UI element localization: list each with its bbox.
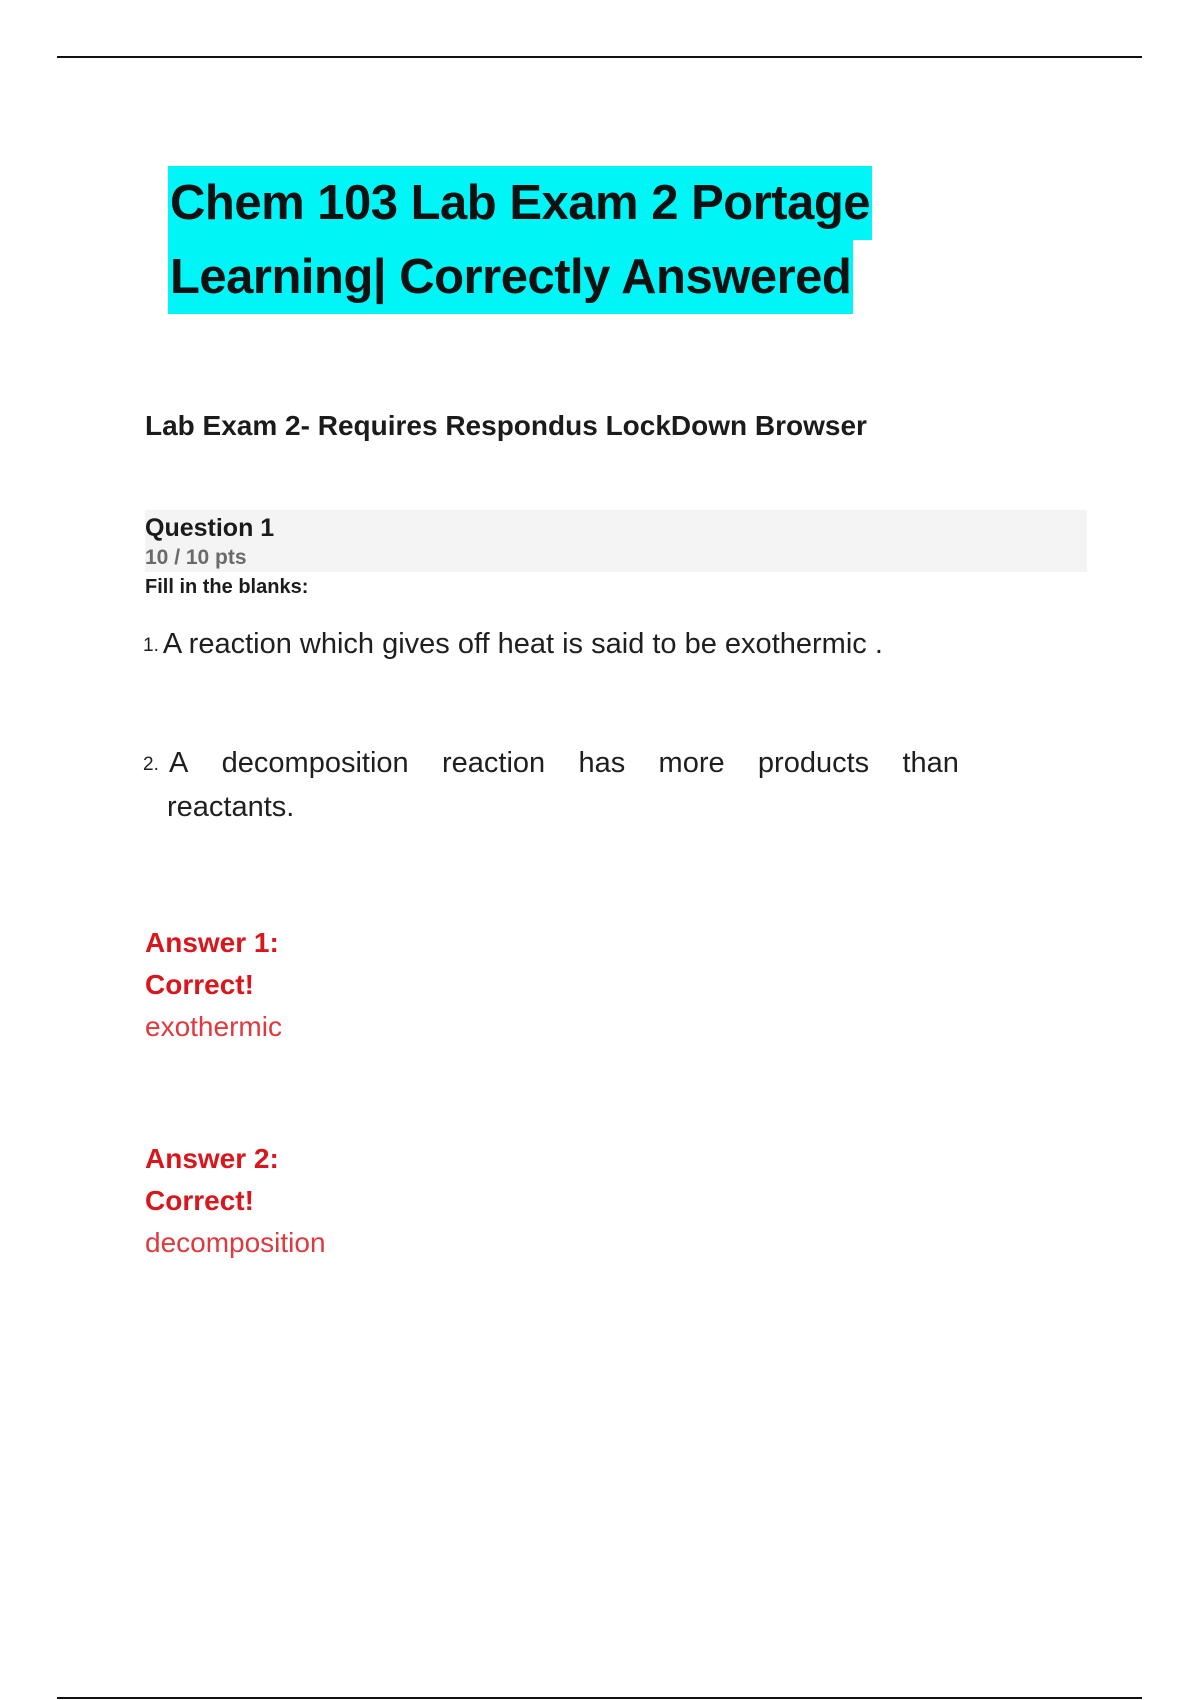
item-word: products	[757, 747, 870, 779]
answer-value: decomposition	[145, 1227, 326, 1258]
item-word: A	[169, 747, 189, 779]
top-rule	[57, 56, 1142, 58]
item-number: 1.	[143, 635, 159, 656]
item-number: 2.	[143, 754, 159, 775]
title-line-2: Learning| Correctly Answered	[168, 240, 853, 314]
item-word: has	[578, 747, 626, 779]
question-header	[145, 510, 1087, 572]
item-text: A reaction which gives off heat is said to be exothermic .	[162, 628, 883, 660]
question-item-1	[143, 628, 883, 661]
exam-subtitle: Lab Exam 2- Requires Respondus LockDown Browser	[145, 410, 867, 441]
document-title	[168, 166, 872, 314]
item-word: reaction	[441, 747, 546, 779]
item-first-line	[143, 742, 959, 786]
answer-label: Answer 1:	[145, 927, 279, 958]
item-word: more	[658, 747, 725, 779]
item-word: decomposition	[221, 747, 409, 779]
answer-value: exothermic	[145, 1011, 282, 1042]
answer-block-1	[145, 922, 282, 1048]
title-line-1: Chem 103 Lab Exam 2 Portage	[168, 166, 872, 240]
bottom-rule	[57, 1697, 1142, 1699]
question-points: 10 / 10 pts	[145, 546, 247, 569]
answer-label: Answer 2:	[145, 1143, 279, 1174]
answer-status: Correct!	[145, 969, 254, 1000]
item-continuation: reactants.	[167, 791, 295, 823]
question-title: Question 1	[145, 514, 275, 542]
answer-block-2	[145, 1138, 326, 1264]
answer-status: Correct!	[145, 1185, 254, 1216]
question-instruction: Fill in the blanks:	[145, 576, 309, 598]
question-item-2	[143, 742, 963, 828]
item-word: than	[902, 747, 959, 779]
